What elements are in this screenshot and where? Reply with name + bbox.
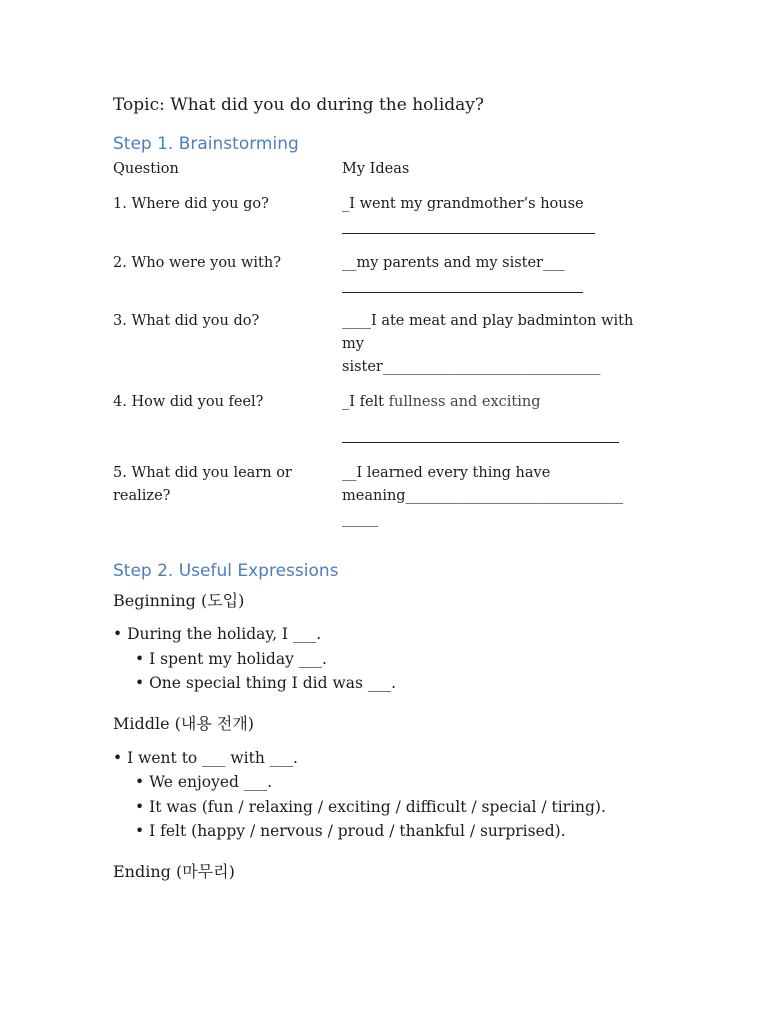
answer-text: my bbox=[342, 336, 364, 352]
question-text: realize? bbox=[113, 488, 171, 504]
answer-text: meaning______________________________ bbox=[342, 488, 624, 504]
answer-blank-line bbox=[342, 442, 619, 443]
column-header-question: Question bbox=[113, 161, 179, 177]
answer-blank-line bbox=[342, 233, 595, 234]
question-text: 1. Where did you go? bbox=[113, 196, 269, 212]
answer-text bbox=[342, 394, 540, 410]
step2-heading: Step 2. Useful Expressions bbox=[113, 561, 339, 581]
column-header-ideas: My Ideas bbox=[342, 161, 410, 177]
question-text: 3. What did you do? bbox=[113, 313, 260, 329]
list-item: • I felt (happy / nervous / proud / thankful / surprised). bbox=[135, 822, 566, 840]
answer-text: sister______________________________ bbox=[342, 359, 601, 375]
answer-prefix: _I felt bbox=[342, 394, 389, 410]
step1-heading: Step 1. Brainstorming bbox=[113, 134, 299, 154]
list-item: • During the holiday, I ___. bbox=[113, 625, 322, 643]
answer-highlight: fullness and exciting bbox=[388, 394, 541, 410]
page-title: Topic: What did you do during the holiday? bbox=[113, 95, 485, 115]
list-item: • I went to ___ with ___. bbox=[113, 749, 298, 767]
section-label-ending: Ending (마무리) bbox=[113, 862, 235, 881]
section-label-middle: Middle (내용 전개) bbox=[113, 714, 255, 733]
answer-blank-line bbox=[342, 292, 583, 293]
section-label-beginning: Beginning (도입) bbox=[113, 591, 245, 610]
answer-text: _I went my grandmother’s house bbox=[342, 196, 584, 212]
list-item: • We enjoyed ___. bbox=[135, 773, 273, 791]
answer-text: __I learned every thing have bbox=[342, 465, 551, 481]
answer-text: __my parents and my sister___ bbox=[342, 255, 565, 271]
list-item: • One special thing I did was ___. bbox=[135, 674, 397, 692]
question-text: 4. How did you feel? bbox=[113, 394, 264, 410]
answer-text: _____ bbox=[342, 511, 379, 527]
list-item: • It was (fun / relaxing / exciting / difficult / special / tiring). bbox=[135, 798, 606, 816]
answer-text: ____I ate meat and play badminton with bbox=[342, 313, 634, 329]
question-text: 2. Who were you with? bbox=[113, 255, 281, 271]
question-text: 5. What did you learn or bbox=[113, 465, 292, 481]
list-item: • I spent my holiday ___. bbox=[135, 650, 327, 668]
